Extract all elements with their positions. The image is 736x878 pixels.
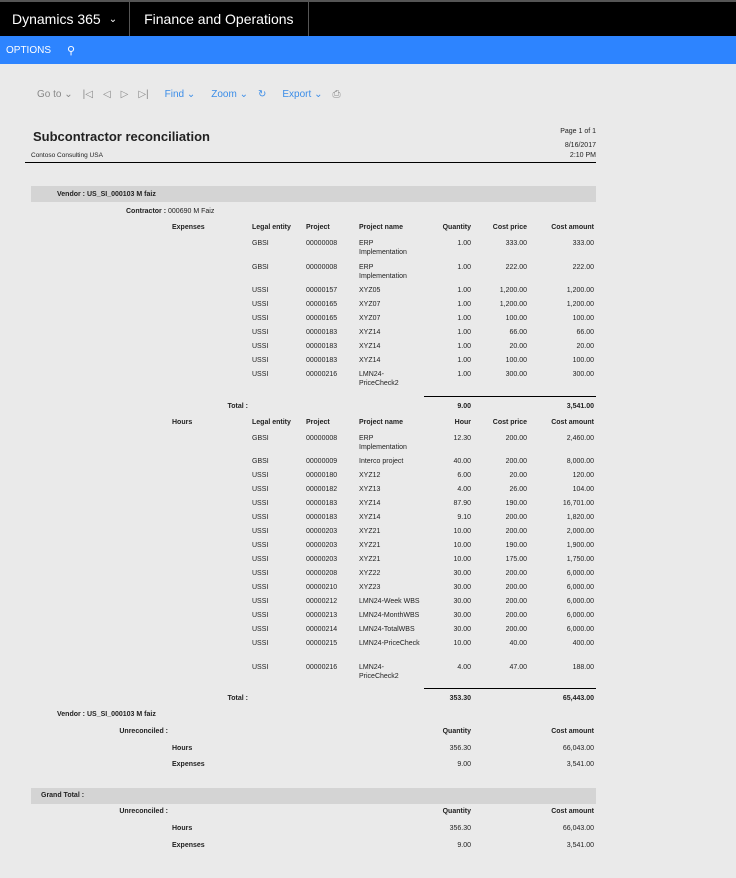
cell-cost-price: 200.00 [505, 514, 527, 521]
report-title: Subcontractor reconciliation [33, 129, 210, 144]
cell-project-name: ERP Implementation [359, 263, 407, 280]
cell-project-name: XYZ21 [359, 528, 381, 535]
grand-total-label: Grand Total : [41, 792, 85, 799]
refresh-icon[interactable]: ↻ [258, 89, 267, 100]
cell-quantity: 10.00 [453, 542, 471, 549]
grand-expenses-amount: 3,541.00 [566, 842, 594, 849]
previous-page-icon[interactable]: ◁ [102, 89, 111, 100]
cell-cost-amount: 104.00 [572, 486, 594, 493]
cell-cost-price: 190.00 [505, 500, 527, 507]
cell-project-name: XYZ12 [359, 472, 381, 479]
cell-legal-entity: USSI [252, 343, 269, 350]
cell-legal-entity: USSI [252, 542, 269, 549]
cell-quantity: 40.00 [453, 458, 471, 465]
cell-project: 00000203 [306, 542, 338, 549]
cell-cost-price: 175.00 [505, 556, 527, 563]
cell-legal-entity: USSI [252, 315, 269, 322]
cell-cost-price: 100.00 [505, 315, 527, 322]
cell-legal-entity: USSI [252, 556, 269, 563]
product-name: Dynamics 365 [12, 11, 101, 27]
cell-project: 00000180 [306, 472, 338, 479]
cell-project: 00000183 [306, 514, 338, 521]
cell-quantity: 30.00 [453, 626, 471, 633]
cell-project: 00000210 [306, 584, 338, 591]
cell-project: 00000208 [306, 570, 338, 577]
summary-amount-header: Cost amount [551, 728, 594, 735]
cell-legal-entity: USSI [252, 371, 269, 378]
cell-project: 00000216 [306, 663, 338, 671]
summary-quantity-header: Quantity [442, 728, 471, 735]
cell-cost-amount: 100.00 [572, 357, 594, 364]
cell-project-name: XYZ07 [359, 301, 381, 308]
cell-project: 00000182 [306, 486, 338, 493]
cell-legal-entity: GBSI [252, 263, 269, 271]
cell-legal-entity: USSI [252, 570, 269, 577]
cell-legal-entity: GBSI [252, 458, 269, 465]
options-tab[interactable]: OPTIONS [6, 44, 52, 56]
cell-project-name: XYZ05 [359, 287, 381, 294]
summary-hours-amount: 66,043.00 [562, 745, 594, 752]
cell-cost-amount: 188.00 [572, 663, 594, 671]
cell-cost-price: 190.00 [505, 542, 527, 549]
cell-legal-entity: USSI [252, 500, 269, 507]
column-header-legal-entity: Legal entity [252, 418, 291, 426]
cell-quantity: 30.00 [453, 612, 471, 619]
cell-cost-price: 66.00 [509, 329, 527, 336]
summary-hours-qty: 356.30 [449, 745, 471, 752]
cell-project: 00000008 [306, 434, 338, 442]
header-divider [25, 162, 596, 163]
column-header-cost-price: Cost price [492, 224, 527, 231]
cell-cost-price: 222.00 [505, 263, 527, 271]
cell-project-name: ERP Implementation [359, 240, 407, 256]
cell-project-name: XYZ21 [359, 556, 381, 563]
cell-project: 00000157 [306, 287, 338, 294]
vendor-heading: Vendor : US_SI_000103 M faiz [57, 191, 156, 198]
column-header-cost-amount: Cost amount [551, 418, 594, 426]
cell-legal-entity: GBSI [252, 434, 269, 442]
hours-total-qty: 353.30 [449, 695, 471, 702]
zoom-button[interactable]: Zoom ⌄ [211, 89, 248, 100]
cell-legal-entity: USSI [252, 612, 269, 619]
expenses-section-title: Expenses [172, 224, 205, 231]
cell-cost-amount: 222.00 [572, 263, 594, 271]
cell-cost-price: 20.00 [509, 472, 527, 479]
cell-project: 00000008 [306, 240, 338, 247]
cell-quantity: 1.00 [457, 329, 471, 336]
cell-project: 00000213 [306, 612, 338, 619]
report-date: 8/16/2017 [564, 142, 596, 149]
cell-legal-entity: USSI [252, 528, 269, 535]
contractor-heading: Contractor : 000690 M Faiz [126, 208, 215, 215]
goto-label: Go to [37, 89, 62, 100]
cell-quantity: 87.90 [453, 500, 471, 507]
grand-total-band [31, 788, 596, 804]
hours-section-title: Hours [172, 418, 193, 426]
cell-project: 00000183 [306, 357, 338, 364]
column-header-cost-price: Cost price [492, 418, 527, 426]
report-toolbar [37, 89, 340, 100]
cell-quantity: 4.00 [457, 486, 471, 493]
cell-quantity: 30.00 [453, 584, 471, 591]
goto-button[interactable]: Go to ⌄ [37, 89, 73, 100]
cell-legal-entity: USSI [252, 584, 269, 591]
cell-legal-entity: USSI [252, 514, 269, 521]
cell-legal-entity: GBSI [252, 240, 269, 247]
cell-cost-price: 26.00 [509, 486, 527, 493]
cell-quantity: 10.00 [453, 556, 471, 563]
module-name[interactable]: Finance and Operations [130, 2, 308, 36]
cell-project-name: XYZ22 [359, 570, 381, 577]
cell-project-name: LMN24-TotalWBS [359, 626, 415, 633]
cell-cost-amount: 20.00 [576, 343, 594, 350]
summary-expenses-label: Expenses [172, 761, 205, 768]
cell-cost-price: 200.00 [505, 612, 527, 619]
cell-cost-amount: 6,000.00 [566, 570, 594, 577]
column-header-project: Project [306, 224, 330, 231]
cell-quantity: 1.00 [457, 315, 471, 322]
cell-legal-entity: USSI [252, 598, 269, 605]
cell-project: 00000203 [306, 528, 338, 535]
cell-quantity: 12.30 [453, 434, 471, 442]
cell-cost-price: 200.00 [505, 626, 527, 633]
cell-cost-price: 200.00 [505, 458, 527, 465]
find-label: Find [164, 89, 185, 100]
summary-expenses-qty: 9.00 [457, 761, 471, 768]
column-header-project: Project [306, 418, 330, 426]
company-name: Contoso Consulting USA [31, 152, 103, 159]
cell-cost-amount: 6,000.00 [566, 584, 594, 591]
expenses-total-qty: 9.00 [457, 402, 471, 410]
cell-cost-amount: 2,460.00 [566, 434, 594, 442]
export-button[interactable]: Export ⌄ [282, 89, 323, 100]
cell-cost-amount: 1,750.00 [566, 556, 594, 563]
hours-total-amount: 65,443.00 [562, 695, 594, 702]
cell-quantity: 1.00 [457, 371, 471, 378]
cell-project-name: XYZ14 [359, 343, 381, 350]
zoom-label: Zoom [211, 89, 237, 100]
cell-project: 00000215 [306, 640, 338, 647]
summary-vendor-heading: Vendor : US_SI_000103 M faiz [57, 711, 156, 718]
summary-hours-label: Hours [172, 745, 193, 752]
cell-legal-entity: USSI [252, 640, 269, 647]
search-icon[interactable]: ⚲ [67, 44, 76, 57]
last-page-icon[interactable]: ▷| [138, 89, 149, 100]
cell-cost-amount: 1,900.00 [566, 542, 594, 549]
grand-hours-label: Hours [172, 825, 193, 832]
cell-quantity: 4.00 [457, 663, 471, 671]
cell-project-name: XYZ07 [359, 315, 381, 322]
grand-expenses-qty: 9.00 [457, 842, 471, 849]
cell-project: 00000183 [306, 343, 338, 350]
cell-project-name: LMN24-PriceCheck2 [359, 371, 399, 387]
cell-cost-price: 200.00 [505, 584, 527, 591]
column-header-quantity: Hour [454, 418, 471, 426]
expenses-total-label: Total : [227, 402, 248, 410]
chevron-down-icon: ⌄ [108, 13, 118, 25]
column-header-project-name: Project name [359, 224, 403, 231]
cell-cost-price: 1,200.00 [499, 301, 527, 308]
cell-project: 00000183 [306, 329, 338, 336]
column-header-cost-amount: Cost amount [551, 224, 594, 231]
grand-amount-header: Cost amount [551, 808, 594, 815]
cell-cost-amount: 333.00 [572, 240, 594, 247]
column-header-quantity: Quantity [442, 224, 471, 231]
cell-legal-entity: USSI [252, 626, 269, 633]
cell-quantity: 1.00 [457, 301, 471, 308]
cell-cost-price: 200.00 [505, 570, 527, 577]
cell-quantity: 10.00 [453, 640, 471, 647]
cell-cost-amount: 6,000.00 [566, 612, 594, 619]
cell-cost-amount: 2,000.00 [566, 528, 594, 535]
cell-project: 00000183 [306, 500, 338, 507]
cell-legal-entity: USSI [252, 329, 269, 336]
expenses-total-amount: 3,541.00 [566, 402, 594, 410]
first-page-icon[interactable]: |◁ [82, 89, 93, 100]
cell-project: 00000216 [306, 371, 338, 378]
cell-cost-price: 1,200.00 [499, 287, 527, 294]
cell-legal-entity: USSI [252, 472, 269, 479]
grand-quantity-header: Quantity [442, 808, 471, 815]
cell-project-name: XYZ13 [359, 486, 381, 493]
cell-project-name: XYZ21 [359, 542, 381, 549]
cell-cost-price: 333.00 [505, 240, 527, 247]
page-number: Page 1 of 1 [560, 128, 596, 135]
cell-project-name: XYZ14 [359, 500, 381, 507]
report-time: 2:10 PM [569, 152, 596, 159]
grand-hours-qty: 356.30 [449, 825, 471, 832]
cell-project-name: XYZ14 [359, 357, 381, 364]
cell-quantity: 10.00 [453, 528, 471, 535]
cell-cost-amount: 100.00 [572, 315, 594, 322]
grand-unreconciled-label: Unreconciled : [119, 808, 168, 815]
cell-cost-price: 300.00 [505, 371, 527, 378]
cell-legal-entity: USSI [252, 287, 269, 294]
cell-cost-price: 200.00 [505, 528, 527, 535]
grand-hours-amount: 66,043.00 [562, 825, 594, 832]
cell-project: 00000165 [306, 301, 338, 308]
cell-legal-entity: USSI [252, 301, 269, 308]
cell-cost-amount: 6,000.00 [566, 598, 594, 605]
cell-quantity: 30.00 [453, 598, 471, 605]
cell-cost-amount: 300.00 [572, 371, 594, 378]
grand-expenses-label: Expenses [172, 842, 205, 849]
total-rule [424, 396, 596, 397]
cell-project-name: LMN24-PriceCheck2 [359, 663, 399, 680]
column-header-legal-entity: Legal entity [252, 224, 291, 231]
cell-quantity: 1.00 [457, 343, 471, 350]
cell-project: 00000009 [306, 458, 338, 465]
cell-project: 00000165 [306, 315, 338, 322]
cell-cost-amount: 6,000.00 [566, 626, 594, 633]
total-rule [424, 688, 596, 689]
cell-legal-entity: USSI [252, 486, 269, 493]
cell-project-name: LMN24-MonthWBS [359, 612, 420, 619]
cell-cost-amount: 400.00 [572, 640, 594, 647]
cell-cost-price: 20.00 [509, 343, 527, 350]
print-icon[interactable]: ⎙ [332, 89, 341, 100]
cell-quantity: 30.00 [453, 570, 471, 577]
cell-cost-amount: 120.00 [572, 472, 594, 479]
hours-total-label: Total : [227, 695, 248, 702]
cell-project-name: XYZ23 [359, 584, 381, 591]
cell-quantity: 1.00 [457, 263, 471, 271]
cell-project-name: XYZ14 [359, 514, 381, 521]
cell-project-name: LMN24-Week WBS [359, 598, 420, 605]
cell-quantity: 1.00 [457, 357, 471, 364]
cell-cost-price: 100.00 [505, 357, 527, 364]
cell-project-name: ERP Implementation [359, 434, 407, 451]
cell-quantity: 6.00 [457, 472, 471, 479]
action-pane [0, 36, 736, 64]
cell-project: 00000214 [306, 626, 338, 633]
cell-cost-amount: 8,000.00 [566, 458, 594, 465]
cell-legal-entity: USSI [252, 663, 269, 671]
cell-quantity: 1.00 [457, 287, 471, 294]
cell-project-name: XYZ14 [359, 329, 381, 336]
cell-project: 00000008 [306, 263, 338, 271]
cell-cost-amount: 1,200.00 [566, 301, 594, 308]
cell-cost-amount: 16,701.00 [562, 500, 594, 507]
cell-cost-price: 200.00 [505, 434, 527, 442]
cell-cost-price: 200.00 [505, 598, 527, 605]
find-button[interactable]: Find ⌄ [164, 89, 196, 100]
cell-project-name: LMN24-PriceCheck [359, 640, 420, 647]
cell-quantity: 1.00 [457, 240, 471, 247]
cell-legal-entity: USSI [252, 357, 269, 364]
cell-project: 00000203 [306, 556, 338, 563]
column-header-project-name: Project name [359, 418, 403, 426]
cell-project-name: Interco project [359, 458, 404, 465]
product-switcher[interactable] [0, 2, 130, 36]
cell-cost-amount: 66.00 [576, 329, 594, 336]
summary-expenses-amount: 3,541.00 [566, 761, 594, 768]
export-label: Export [282, 89, 312, 100]
cell-cost-price: 47.00 [509, 663, 527, 671]
cell-cost-price: 40.00 [509, 640, 527, 647]
next-page-icon[interactable]: ▷ [120, 89, 129, 100]
cell-cost-amount: 1,820.00 [566, 514, 594, 521]
cell-quantity: 9.10 [457, 514, 471, 521]
top-nav-bar [0, 0, 736, 36]
summary-unreconciled-label: Unreconciled : [119, 728, 168, 735]
cell-cost-amount: 1,200.00 [566, 287, 594, 294]
cell-project: 00000212 [306, 598, 338, 605]
